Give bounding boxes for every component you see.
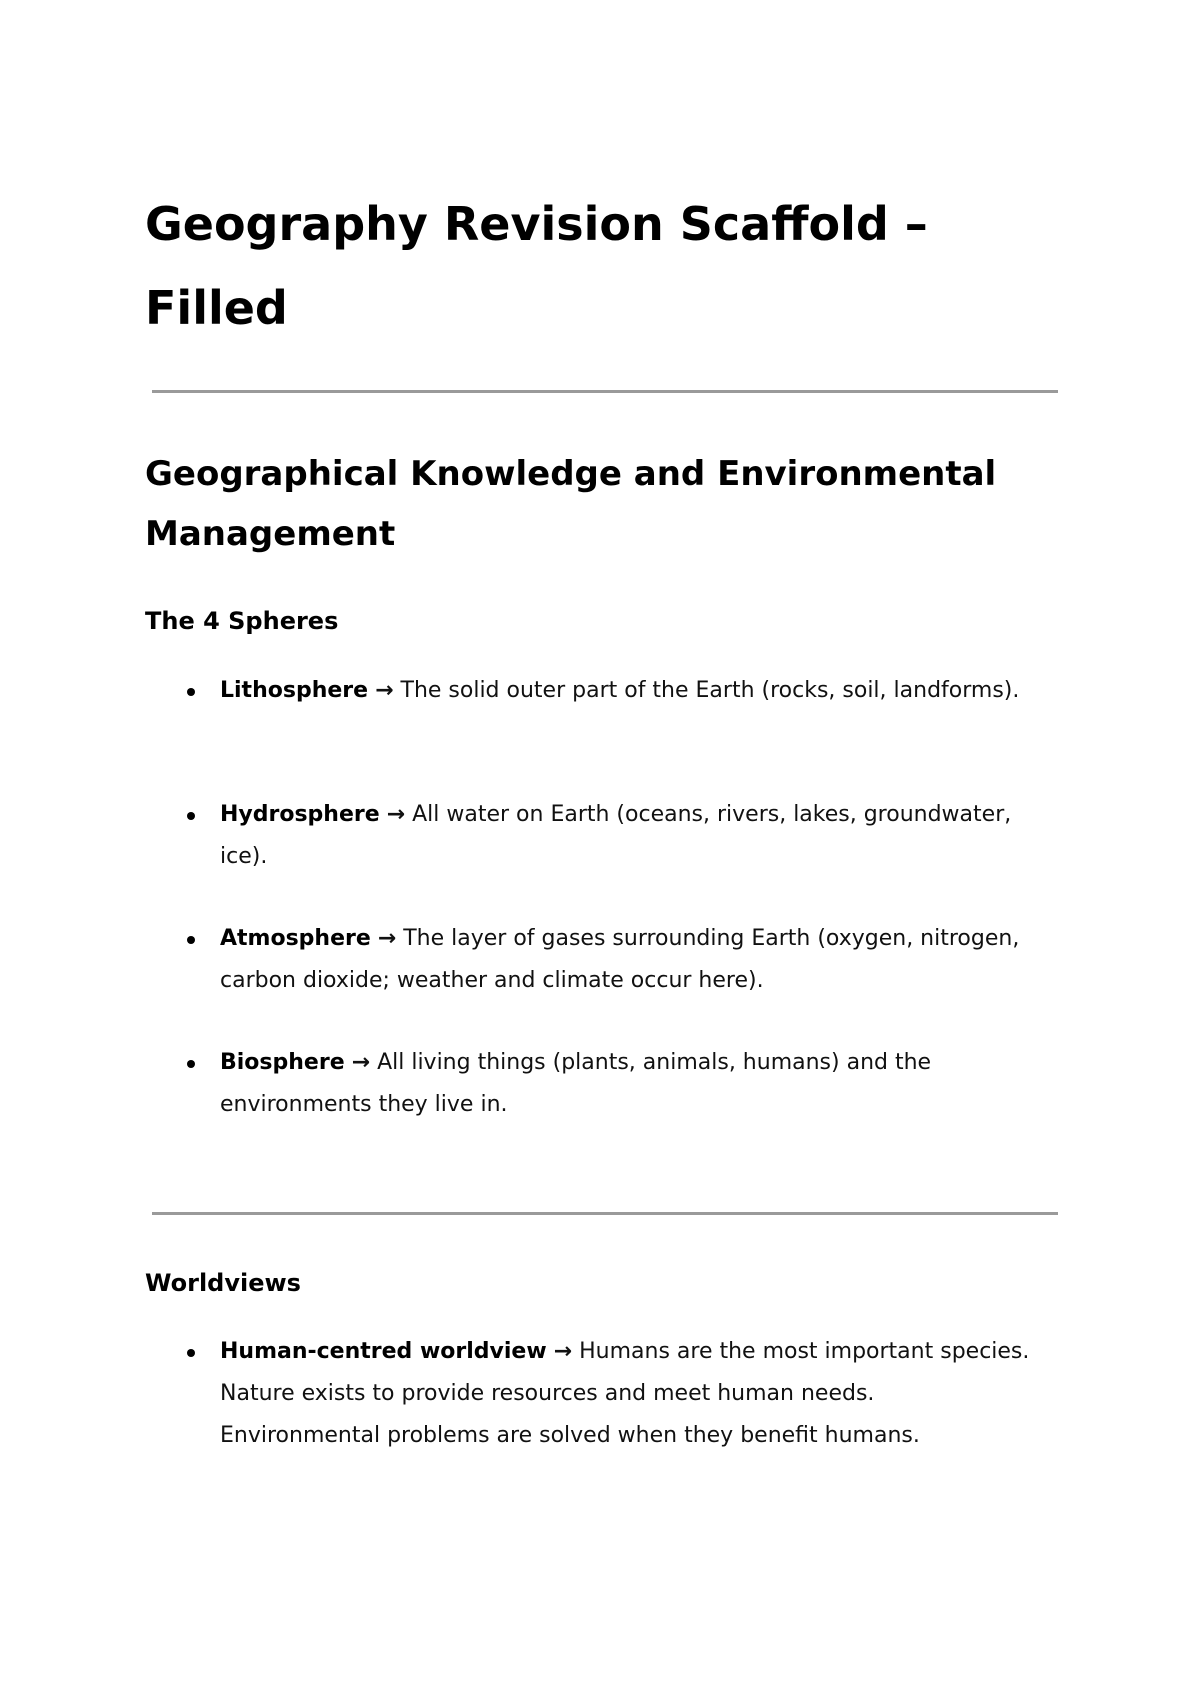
- term-label: Biosphere: [220, 1050, 345, 1075]
- term-definition: All living things (plants, animals, humans) and the environments they live in.: [220, 1050, 932, 1117]
- arrow-icon: →: [375, 678, 394, 703]
- document-title: Geography Revision Scaffold – Filled: [145, 197, 928, 335]
- worldviews-heading: Worldviews: [145, 1269, 301, 1297]
- bullet-icon: [187, 1349, 195, 1357]
- bullet-icon: [187, 688, 195, 696]
- list-item-text: [220, 670, 1040, 712]
- list-item-text: [220, 1331, 1040, 1457]
- list-item-text: [220, 1042, 1040, 1126]
- bullet-icon: [187, 936, 195, 944]
- bullet-icon: [187, 812, 195, 820]
- term-definition: Humans are the most important species. Nature exists to provide resources and meet human needs. Environmental problems are solved when they benefit humans.: [220, 1339, 1030, 1448]
- spheres-heading: The 4 Spheres: [145, 607, 339, 635]
- list-item-text: [220, 794, 1040, 878]
- horizontal-divider: [152, 1212, 1058, 1215]
- term-definition: The solid outer part of the Earth (rocks, soil, landforms).: [400, 678, 1020, 703]
- term-label: Lithosphere: [220, 678, 369, 703]
- arrow-icon: →: [377, 926, 397, 951]
- arrow-icon: →: [386, 802, 406, 827]
- term-definition: All water on Earth (oceans, rivers, lakes, groundwater, ice).: [220, 802, 1012, 869]
- horizontal-divider: [152, 390, 1058, 393]
- arrow-icon: →: [553, 1339, 573, 1364]
- arrow-icon: →: [351, 1050, 371, 1075]
- term-definition: The layer of gases surrounding Earth (oxygen, nitrogen, carbon dioxide; weather and climate occur here).: [220, 926, 1020, 993]
- term-label: Human-centred worldview: [220, 1339, 547, 1364]
- section-title: Geographical Knowledge and Environmental Management: [145, 454, 997, 554]
- term-label: Atmosphere: [220, 926, 371, 951]
- bullet-icon: [187, 1060, 195, 1068]
- term-label: Hydrosphere: [220, 802, 380, 827]
- list-item-text: [220, 918, 1040, 1002]
